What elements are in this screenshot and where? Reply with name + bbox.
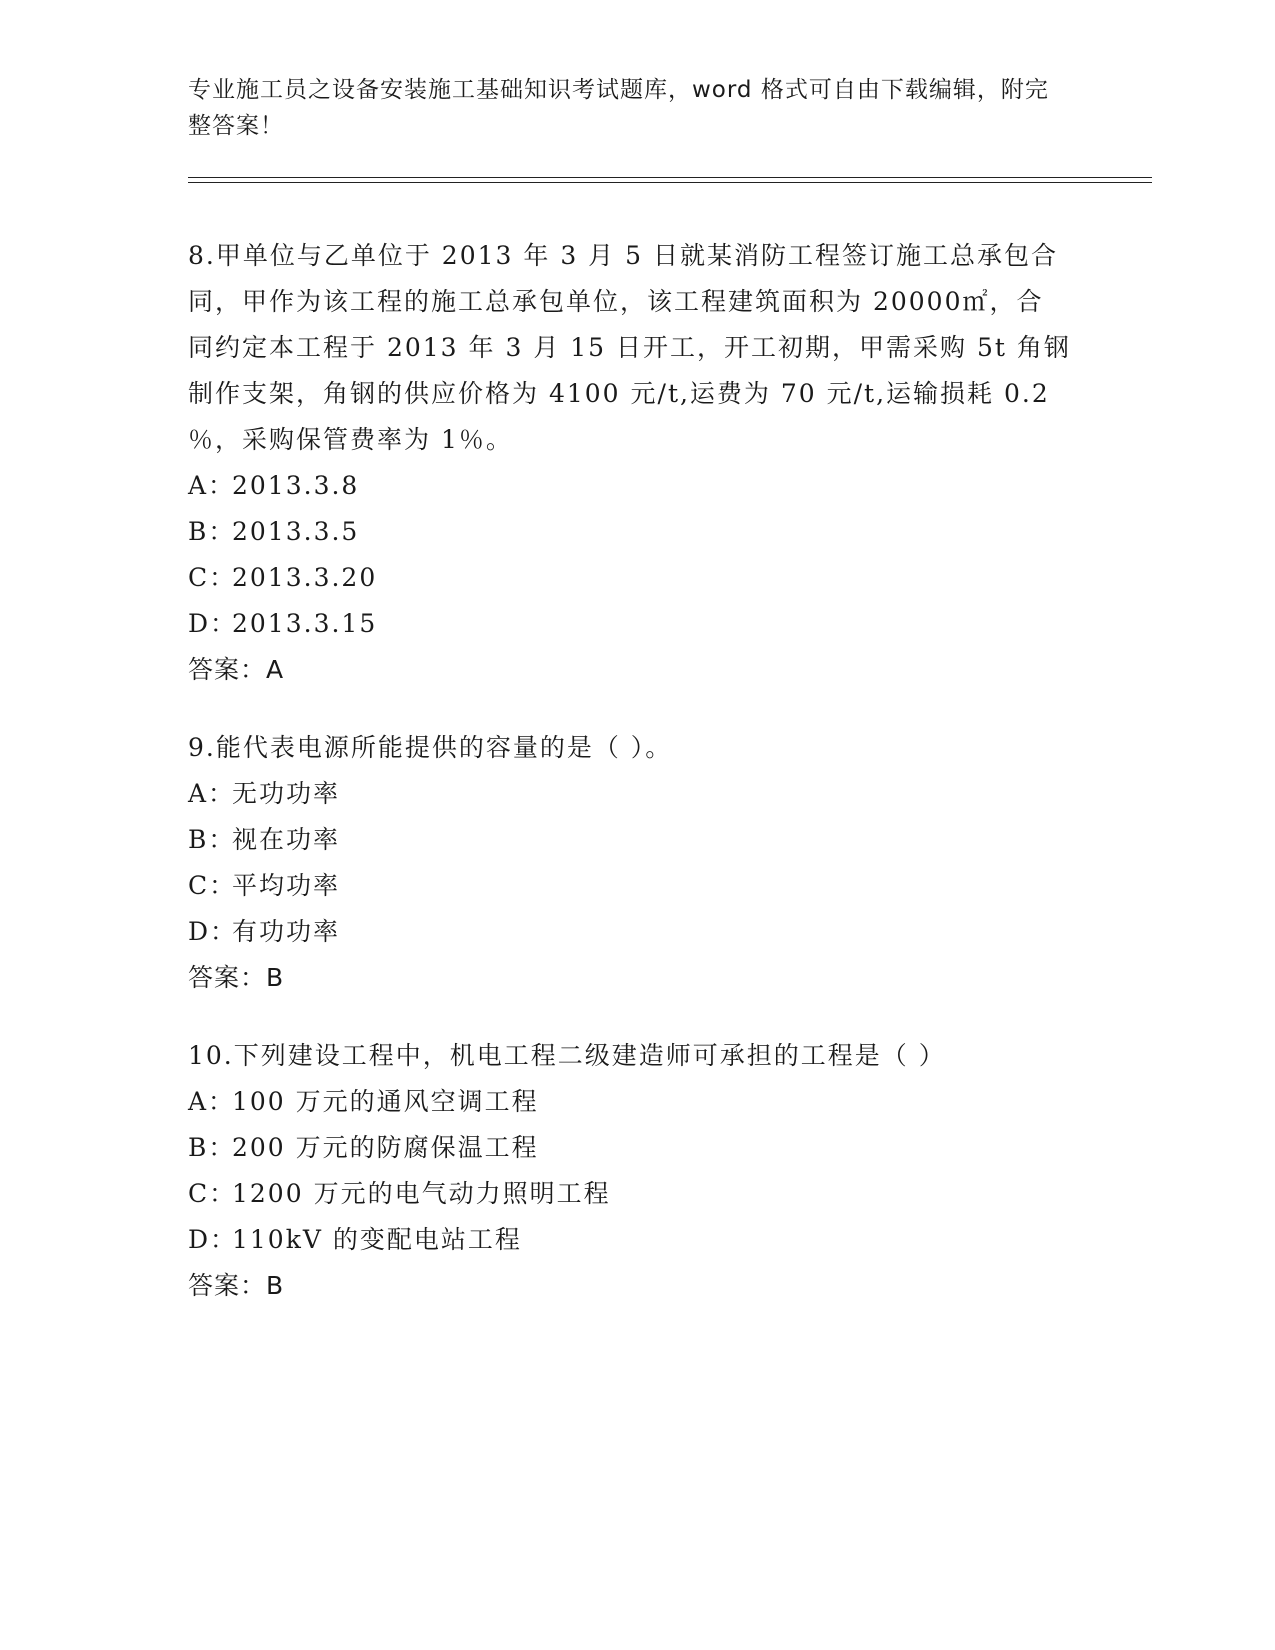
option-key: A： [188, 779, 236, 808]
question-8 [188, 233, 1088, 693]
option-d [188, 601, 1088, 647]
option-b [188, 817, 1088, 863]
option-text: 100 万元的通风空调工程 [232, 1087, 539, 1116]
option-text: 2013.3.15 [232, 609, 378, 638]
option-key: C： [188, 871, 237, 900]
question-text [188, 233, 1088, 463]
option-a [188, 771, 1088, 817]
header-divider-top [188, 177, 1152, 178]
option-text: 2013.3.5 [232, 517, 360, 546]
option-text: 有功功率 [232, 917, 341, 946]
question-10 [188, 1033, 1088, 1309]
header-divider-bottom [188, 182, 1152, 183]
option-text: 视在功率 [232, 825, 341, 854]
option-key: C： [188, 1179, 237, 1208]
option-key: B： [188, 517, 236, 546]
option-key: B： [188, 1133, 236, 1162]
question-line: 10.下列建设工程中，机电工程二级建造师可承担的工程是（ ） [188, 1041, 946, 1070]
question-text [188, 1033, 1088, 1079]
option-text: 110kV 的变配电站工程 [232, 1225, 522, 1254]
question-line: 同约定本工程于 2013 年 3 月 15 日开工，开工初期，甲需采购 5t 角钢 [188, 333, 1071, 362]
document-header [188, 72, 1068, 144]
question-list [188, 233, 1088, 1341]
option-key: D： [188, 1225, 238, 1254]
answer-label: 答案：B [188, 1271, 285, 1300]
option-key: B： [188, 825, 236, 854]
option-key: C： [188, 563, 237, 592]
option-a [188, 463, 1088, 509]
option-a [188, 1079, 1088, 1125]
question-line: 制作支架，角钢的供应价格为 4100 元/t,运费为 70 元/t,运输损耗 0.2 [188, 379, 1050, 408]
option-key: A： [188, 1087, 236, 1116]
option-c [188, 863, 1088, 909]
answer-label: 答案：A [188, 655, 285, 684]
option-c [188, 555, 1088, 601]
option-text: 2013.3.8 [232, 471, 360, 500]
header-title-line-1: 专业施工员之设备安装施工基础知识考试题库，word 格式可自由下载编辑，附完 [188, 77, 1049, 103]
option-text: 2013.3.20 [232, 563, 378, 592]
option-text: 平均功率 [232, 871, 341, 900]
answer-label: 答案：B [188, 963, 285, 992]
option-key: D： [188, 609, 238, 638]
option-text: 200 万元的防腐保温工程 [232, 1133, 539, 1162]
header-title-line-2: 整答案！ [188, 113, 284, 139]
option-key: A： [188, 471, 236, 500]
question-line: 同，甲作为该工程的施工总承包单位，该工程建筑面积为 20000㎡，合 [188, 287, 1044, 316]
question-line: 8.甲单位与乙单位于 2013 年 3 月 5 日就某消防工程签订施工总承包合 [188, 241, 1058, 270]
question-9 [188, 725, 1088, 1001]
option-d [188, 909, 1088, 955]
option-text: 无功功率 [232, 779, 341, 808]
question-text [188, 725, 1088, 771]
option-key: D： [188, 917, 238, 946]
question-line: ％，采购保管费率为 1％。 [188, 425, 513, 454]
option-text: 1200 万元的电气动力照明工程 [232, 1179, 611, 1208]
option-b [188, 1125, 1088, 1171]
question-line: 9.能代表电源所能提供的容量的是（ ）。 [188, 733, 673, 762]
option-d [188, 1217, 1088, 1263]
option-b [188, 509, 1088, 555]
option-c [188, 1171, 1088, 1217]
